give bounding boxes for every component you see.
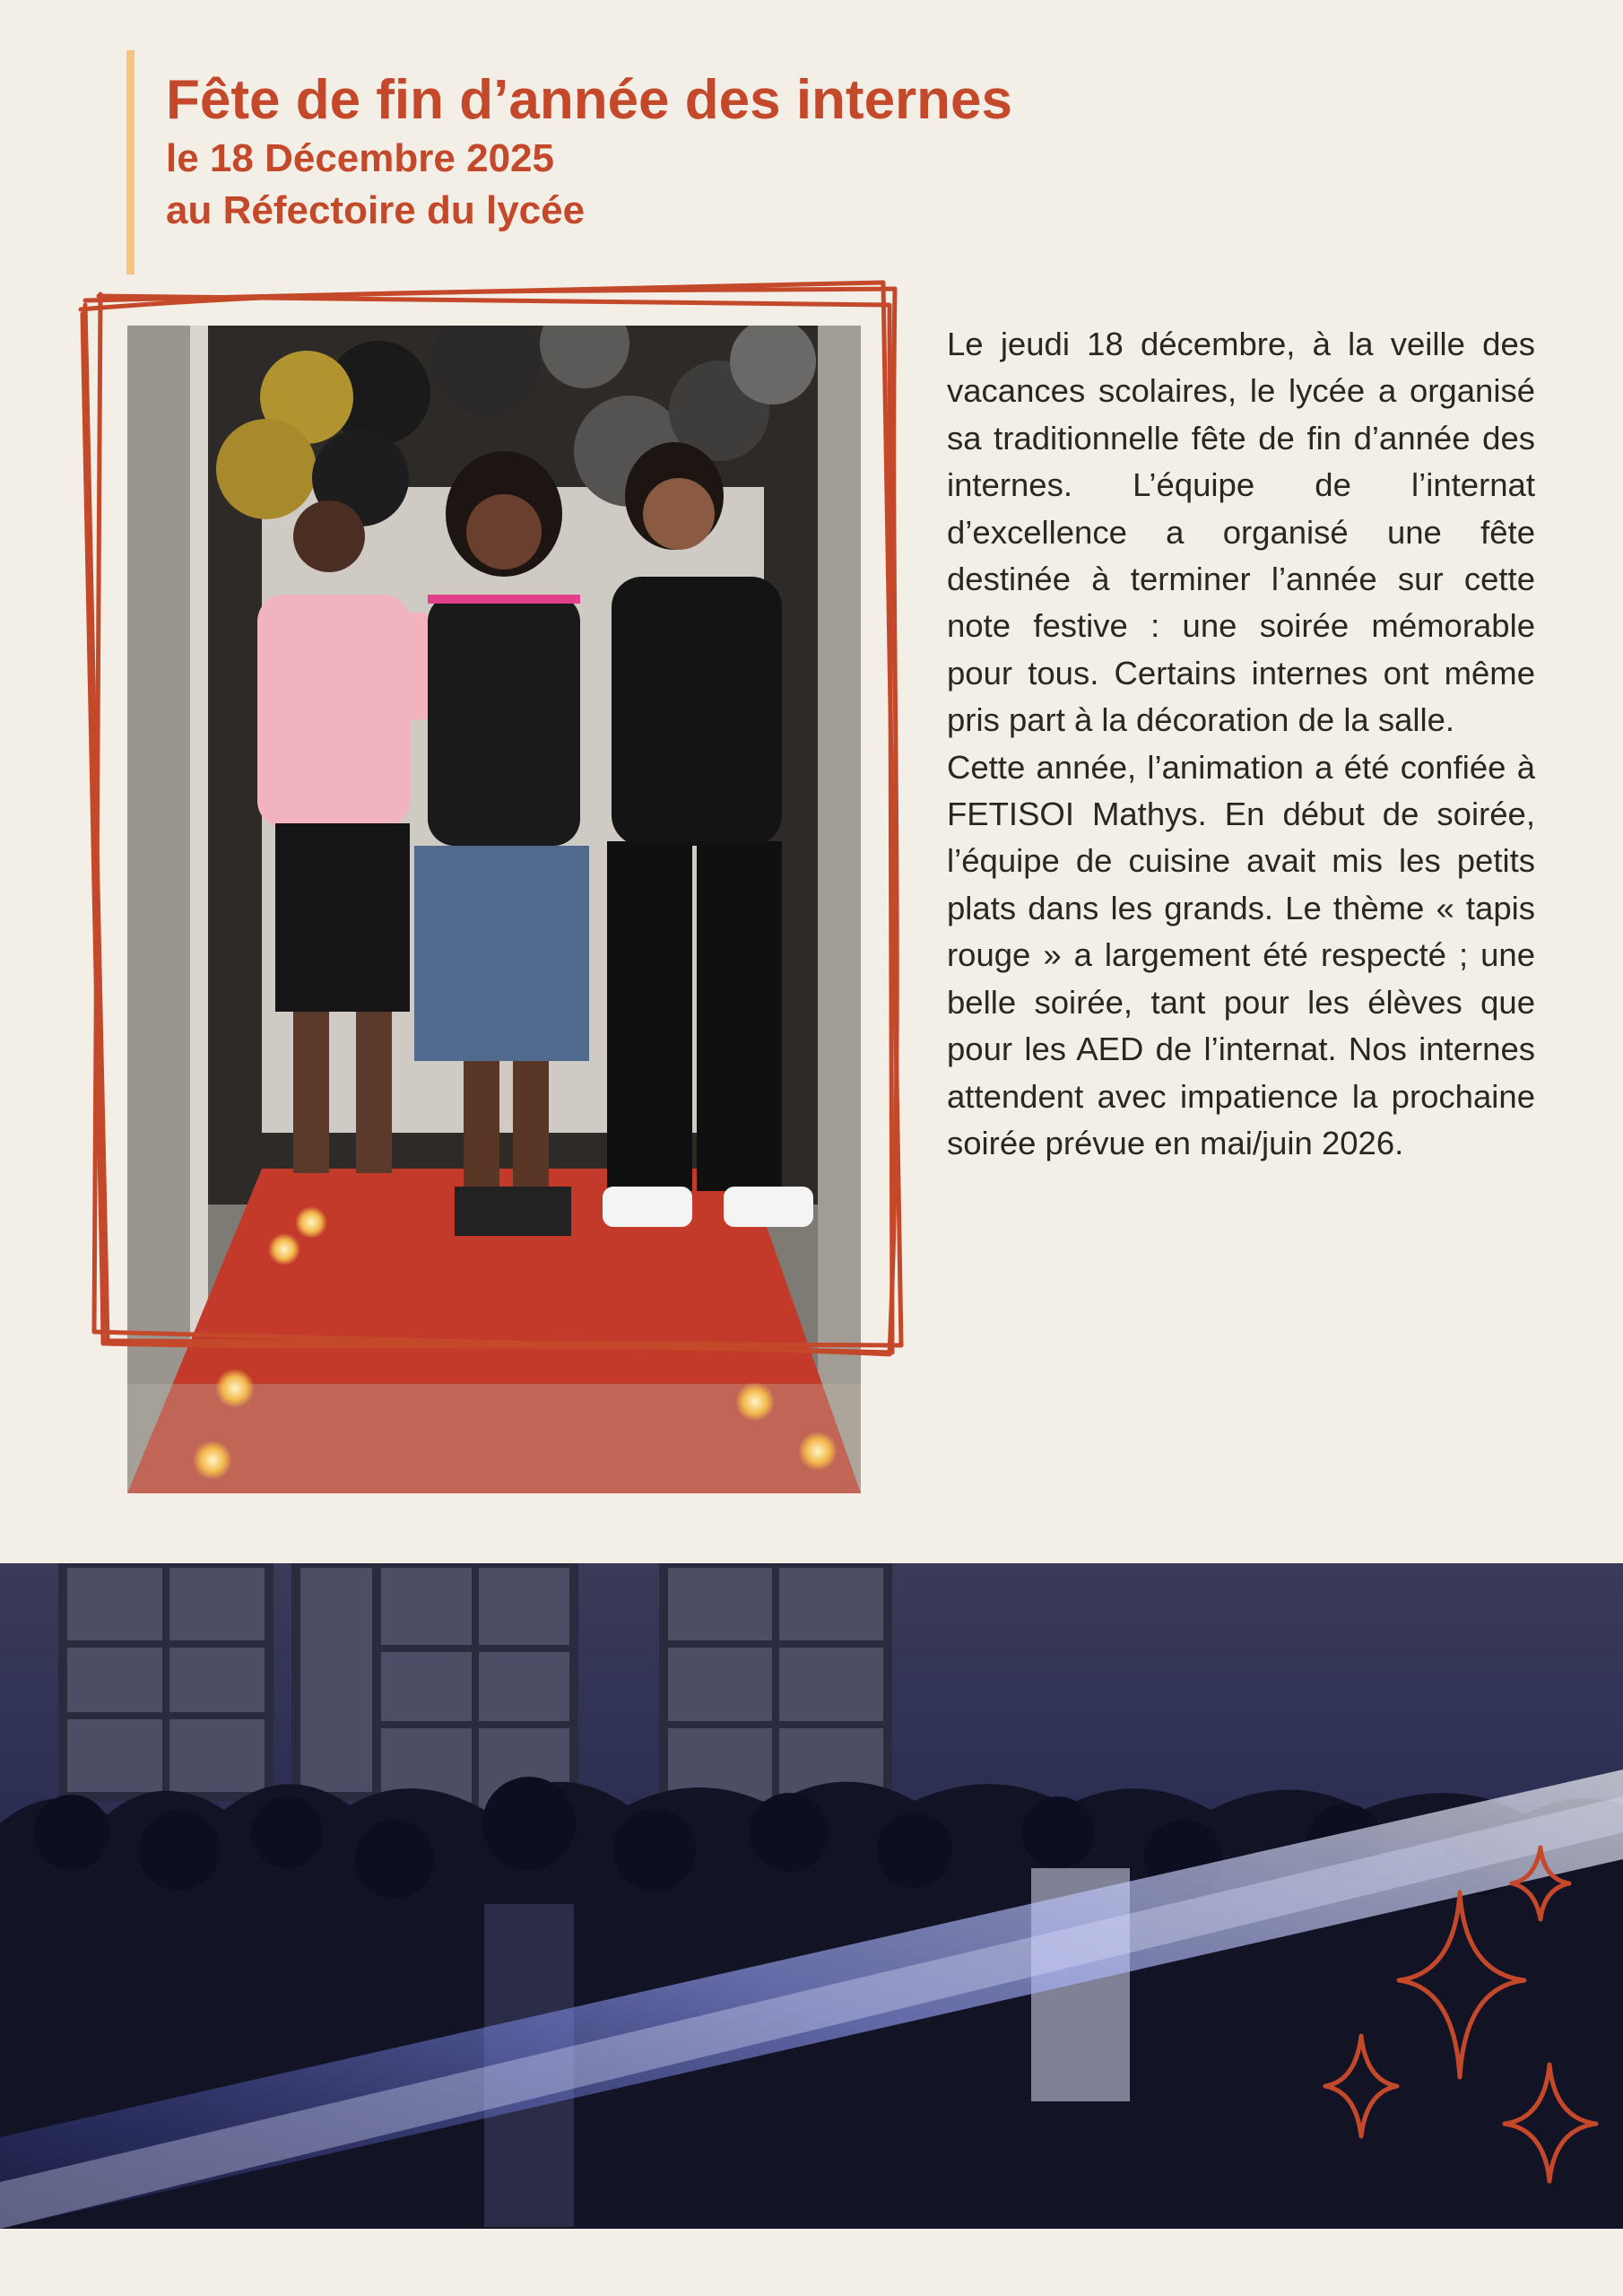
event-location: au Réfectoire du lycée	[166, 188, 586, 232]
title-accent-bar	[126, 50, 135, 274]
article-paragraph: Cette année, l’animation a été confiée à FETISOI Mathys. En début de soirée, l’équipe de cuisine avait mis les petits plats dans les grands. Le thème « tapis rouge » a largement été respecté ; une belle soirée, tant pour les élèves que pour les AED de l’internat. Nos internes attendent avec impatience la prochaine soirée prévue en mai/juin 2026.	[947, 748, 1535, 1161]
article-paragraph: Le jeudi 18 décembre, à la veille des vacances scolaires, le lycée a organisé sa traditionnelle fête de fin d’année des internes. L’équipe de l’internat d’excellence a organisé une fête destinée à terminer l’année sur cette note festive : une soirée mémorable pour tous. Certains internes ont même pris part à la décoration de la salle.	[947, 326, 1535, 739]
article-body	[947, 321, 1535, 1167]
sparkles-icon	[1300, 1830, 1623, 2206]
event-date: le 18 Décembre 2025	[166, 136, 554, 180]
page-title: Fête de fin d’année des internes	[166, 69, 1013, 131]
students-photo	[127, 326, 861, 1493]
